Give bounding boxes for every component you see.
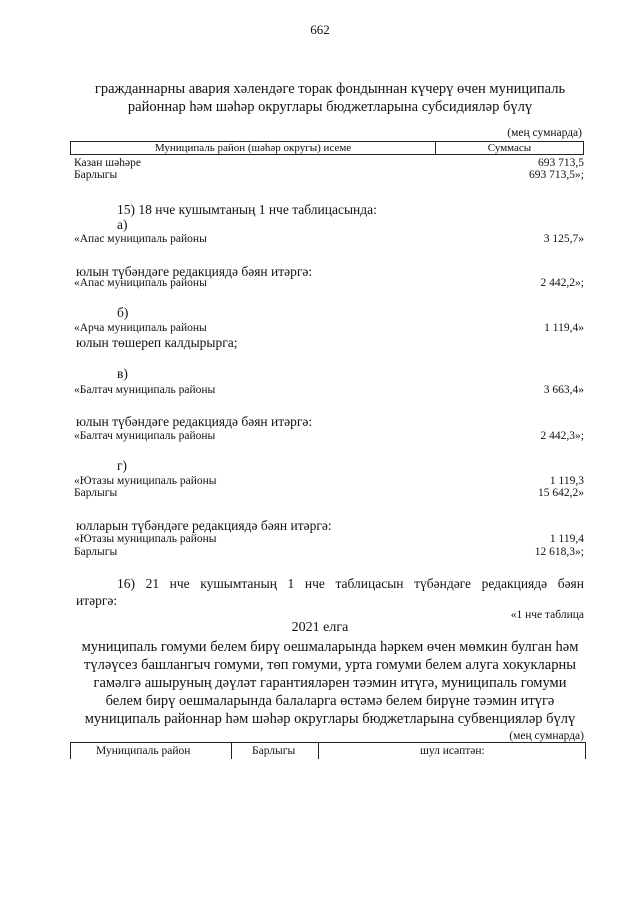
row-label: «Балтач муниципаль районы (74, 430, 216, 442)
unit-label: (мең сумнарда) (509, 730, 584, 742)
row-value: 15 642,2» (538, 487, 584, 499)
item15-v-label: в) (117, 366, 128, 381)
instruction-text: юлын түбәндәге редакциядә бәян итәргә: (76, 264, 313, 279)
page-number: 662 (310, 22, 330, 37)
table-top-border (70, 742, 586, 743)
section-title-line2: районнар һәм шәһәр округлары бюджетларына субсидияләр бүлү (127, 99, 533, 115)
row-value: 693 713,5»; (529, 169, 584, 181)
row-label: Барлыгы (74, 169, 118, 181)
column-header-including: шул исәптән: (420, 745, 485, 757)
row-label: «Балтач муниципаль районы (74, 384, 216, 396)
column-header-sum: Суммасы (436, 142, 584, 155)
row-value: 2 442,3»; (540, 430, 584, 442)
row-value: 3 663,4» (543, 384, 584, 396)
row-value: 1 119,3 (549, 475, 584, 487)
item16-line2: итәргә: (76, 593, 118, 608)
item16-line1: 16) 21 нче кушымтаның 1 нче таблицасын түбәндәге редакциядә бәян (117, 576, 584, 591)
table-left-border (70, 742, 71, 759)
row-label: Барлыгы (74, 546, 118, 558)
row-label: «Апас муниципаль районы (74, 233, 207, 245)
instruction-text: юлларын түбәндәге редакциядә бәян итәргә: (76, 518, 332, 533)
row-value: 2 442,2»; (540, 277, 584, 289)
row-value: 3 125,7» (543, 233, 584, 245)
row-label: «Ютазы муниципаль районы (74, 475, 217, 487)
instruction-text: юлын төшереп калдырырга; (76, 335, 238, 350)
row-label: «Апас муниципаль районы (74, 277, 207, 289)
section-title-line1: гражданнарны авария хәлендәге торак фондыннан күчерү өчен муниципаль (94, 81, 566, 97)
subvention-title-line: белем бирү оешмаларында балаларга өстәмә белем бирүне тәэмин итүгә (105, 693, 555, 709)
subvention-title-line: муниципаль районнар һәм шәһәр округлары бюджетларына субвенцияләр бүлү (84, 711, 576, 727)
table-reference: «1 нче таблица (510, 609, 584, 621)
row-label: Казан шәһәре (74, 157, 141, 169)
row-label: «Арча муниципаль районы (74, 322, 207, 334)
subvention-title-line: түләүсез башлангыч гомуми, төп гомуми, урта гомуми белем алуга хокукларны (84, 657, 576, 673)
row-value: 693 713,5 (538, 157, 584, 169)
row-label: «Ютазы муниципаль районы (74, 533, 217, 545)
instruction-text: юлын түбәндәге редакциядә бәян итәргә: (76, 414, 313, 429)
column-header-district: Муниципаль район (шәһәр округы) исеме (71, 142, 436, 155)
subvention-title-line: муниципаль гомуми белем бирү оешмаларында һәркем өчен мөмкин булган һәм (81, 639, 579, 655)
item15-g-label: г) (117, 458, 128, 473)
item15-b-label: б) (117, 305, 129, 320)
table-right-border (585, 742, 586, 759)
column-divider (231, 742, 232, 759)
column-divider (318, 742, 319, 759)
item15-a-label: а) (117, 217, 128, 232)
subsidy-table-header (70, 141, 584, 155)
column-header-total: Барлыгы (252, 745, 296, 757)
row-value: 1 119,4 (549, 533, 584, 545)
table-year: 2021 елга (291, 620, 349, 635)
column-header-district: Муниципаль район (96, 745, 191, 757)
subvention-title-line: гамәлгә ашыруның дәүләт гарантияләрен тәэмин итүгә, муниципаль гомуми (93, 675, 567, 691)
row-label: Барлыгы (74, 487, 118, 499)
row-value: 12 618,3»; (534, 546, 584, 558)
item15-heading: 15) 18 нче кушымтаның 1 нче таблицасында: (117, 202, 377, 217)
row-value: 1 119,4» (544, 322, 584, 334)
unit-label: (мең сумнарда) (507, 127, 582, 139)
